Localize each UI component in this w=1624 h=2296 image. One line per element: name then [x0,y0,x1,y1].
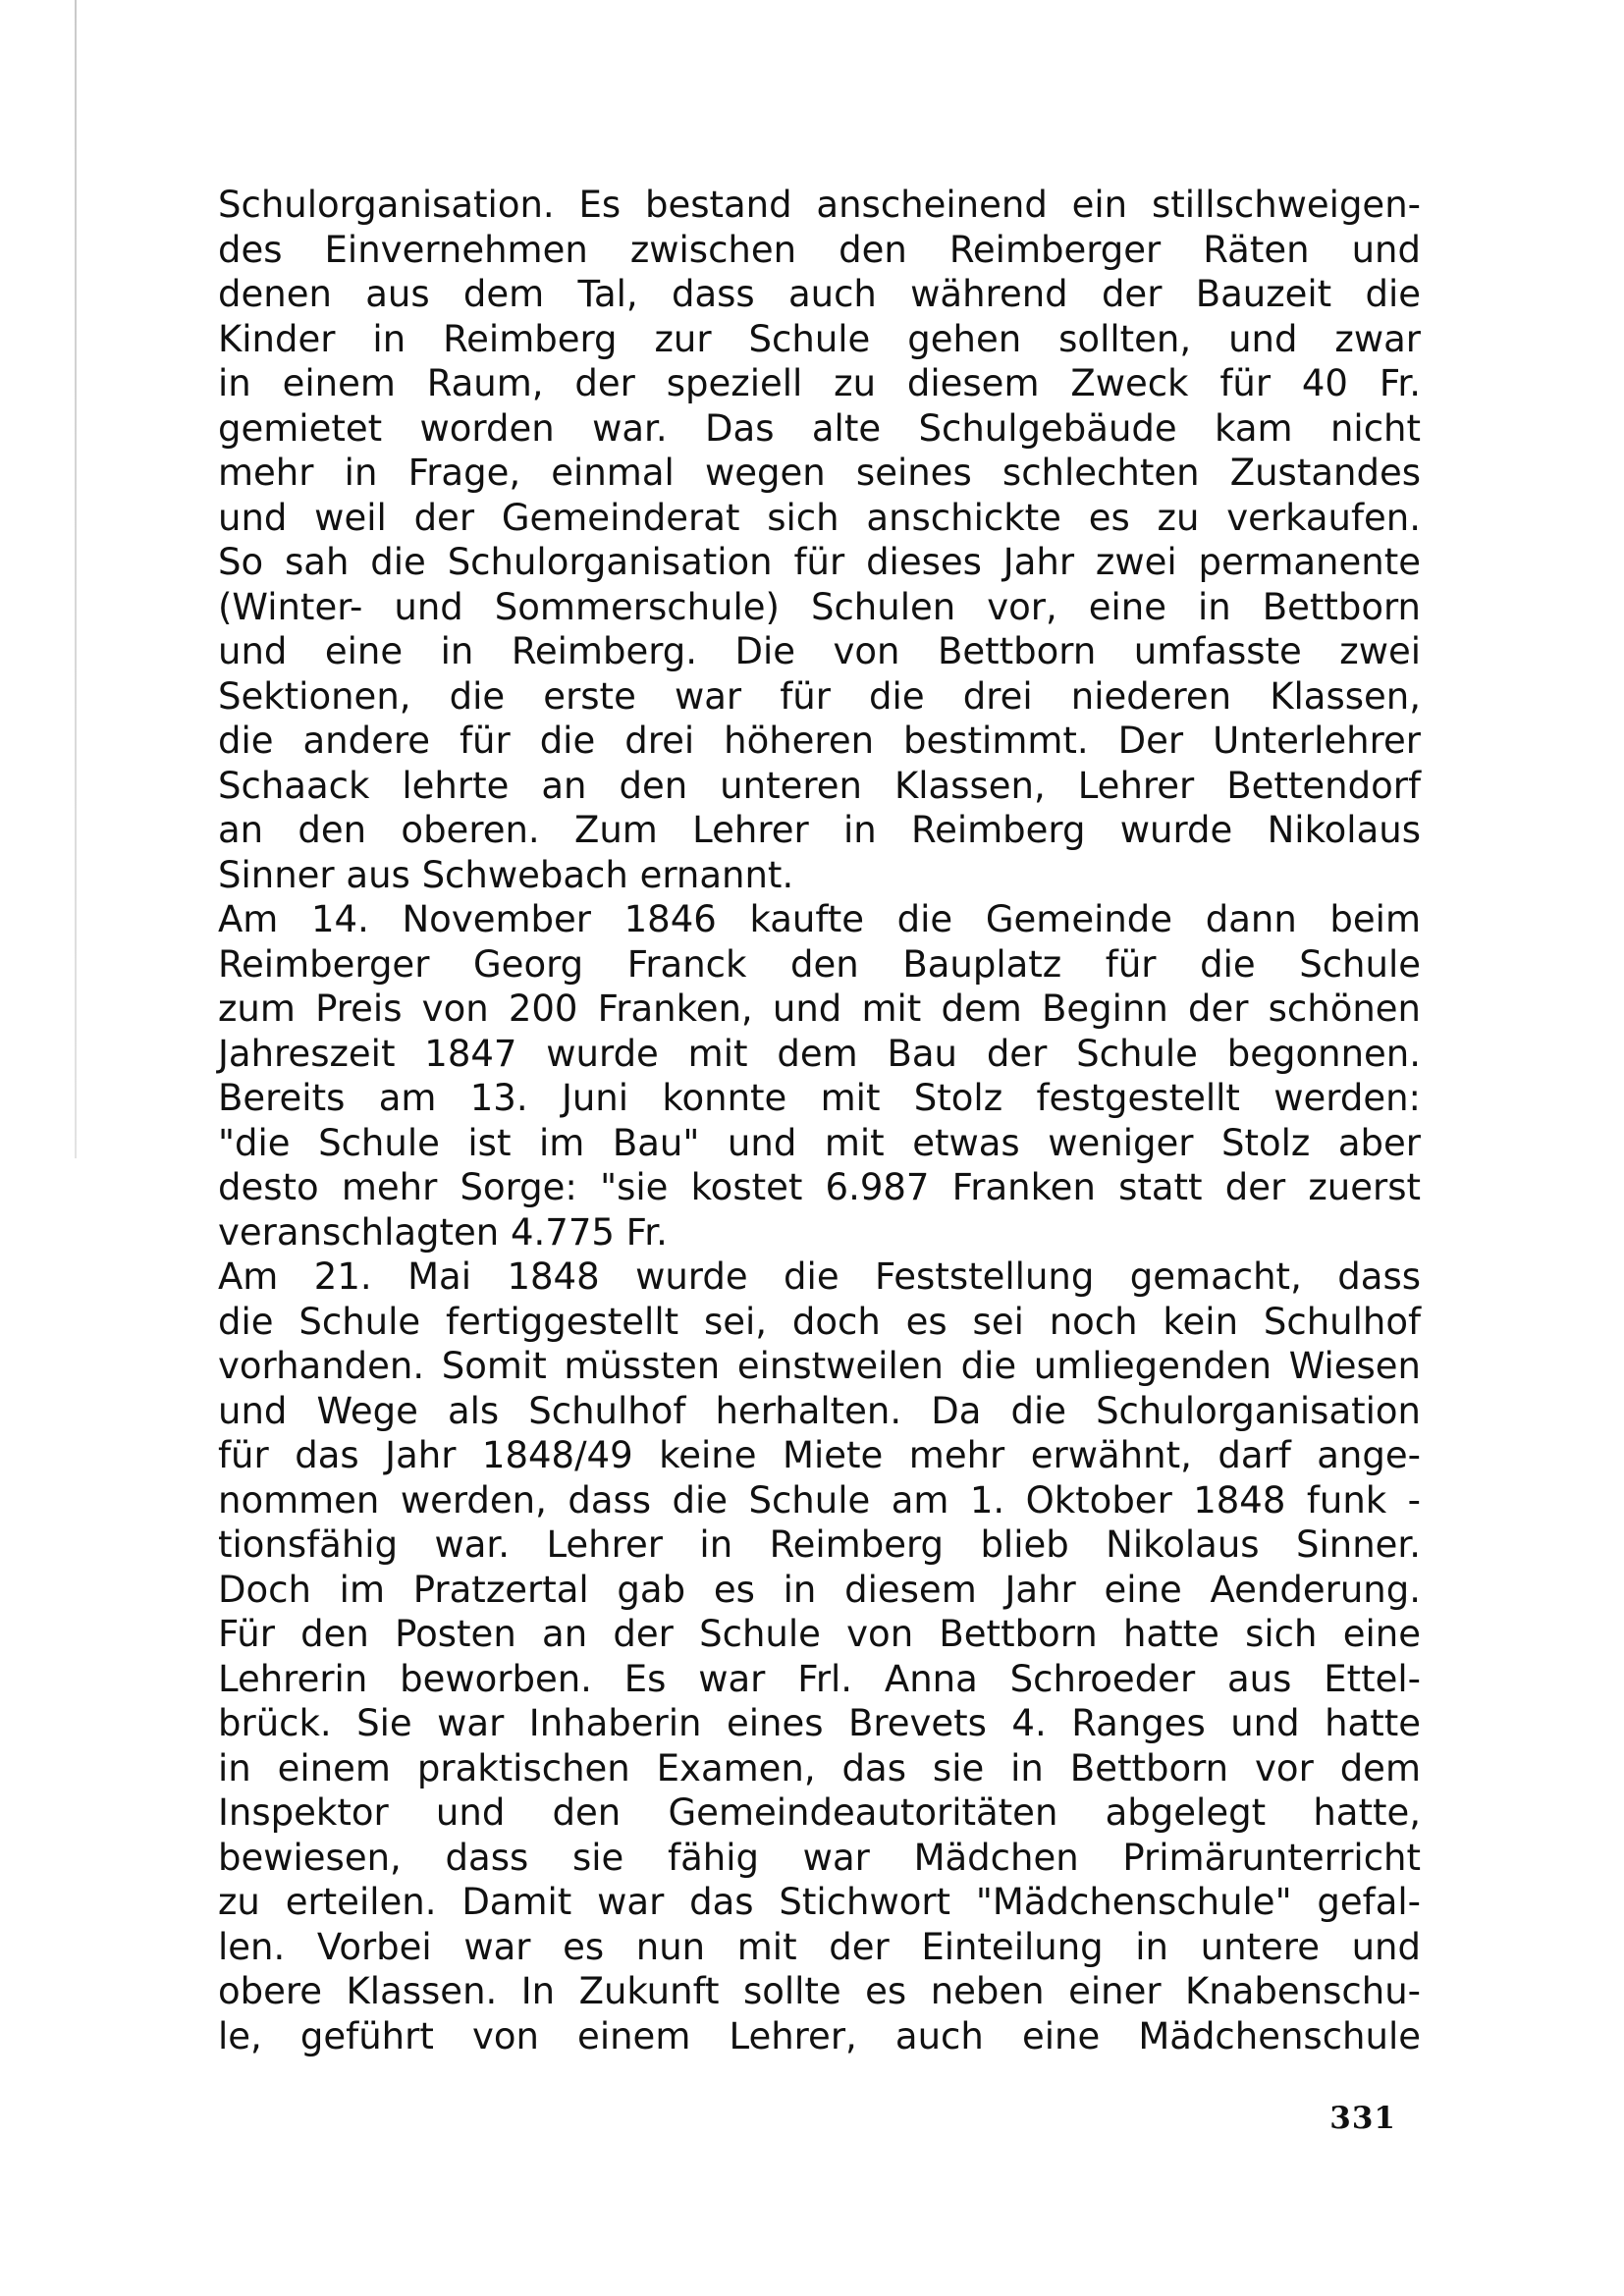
text-line: Sektionen, die erste war für die drei niederen Klassen, [218,674,1421,718]
text-line: tionsfähig war. Lehrer in Reimberg blieb Nikolaus Sinner. [218,1523,1421,1566]
text-line: "die Schule ist im Bau" und mit etwas weniger Stolz aber [218,1121,1421,1164]
text-line: und eine in Reimberg. Die von Bettborn umfasste zwei [218,630,1421,672]
text-line: mehr in Frage, einmal wegen seines schlechten Zustandes [218,452,1421,494]
text-line: zu erteilen. Damit war das Stichwort "Mädchenschule" gefal- [218,1881,1421,1923]
text-line: an den oberen. Zum Lehrer in Reimberg wurde Nikolaus [218,809,1421,851]
text-line: zum Preis von 200 Franken, und mit dem Beginn der schönen [218,988,1421,1030]
text-line: denen aus dem Tal, dass auch während der Bauzeit die [218,273,1421,315]
text-line: Jahreszeit 1847 wurde mit dem Bau der Schule begonnen. [218,1032,1421,1075]
text-line: Bereits am 13. Juni konnte mit Stolz festgestellt werden: [218,1077,1421,1119]
text-line: veranschlagten 4.775 Fr. [218,1210,668,1254]
text-line: Inspektor und den Gemeindeautoritäten abgelegt hatte, [218,1791,1421,1834]
text-line: gemietet worden war. Das alte Schulgebäude kam nicht [218,406,1421,450]
body-text [218,183,1421,2058]
text-line: obere Klassen. In Zukunft sollte es neben einer Knabenschu- [218,1970,1421,2012]
text-line: So sah die Schulorganisation für dieses Jahr zwei permanente [218,541,1421,583]
text-line: Reimberger Georg Franck den Bauplatz für die Schule [218,942,1421,986]
text-line: des Einvernehmen zwischen den Reimberger Räten und [218,228,1421,271]
text-line: nommen werden, dass die Schule am 1. Oktober 1848 funk - [218,1478,1421,1522]
text-line: (Winter- und Sommerschule) Schulen vor, eine in Bettborn [218,585,1421,628]
page-number: 331 [1329,2101,1396,2136]
text-line: desto mehr Sorge: "sie kostet 6.987 Franken statt der zuerst [218,1166,1421,1208]
text-line: in einem praktischen Examen, das sie in Bettborn vor dem [218,1746,1421,1789]
text-line: Schaack lehrte an den unteren Klassen, Lehrer Bettendorf [218,764,1421,807]
text-line: die andere für die drei höheren bestimmt. Der Unterlehrer [218,720,1421,762]
text-line: die Schule fertiggestellt sei, doch es sei noch kein Schulhof [218,1300,1421,1343]
text-line: Doch im Pratzertal gab es in diesem Jahr eine Aenderung. [218,1568,1421,1611]
text-line: Sinner aus Schwebach ernannt. [218,853,794,896]
text-line: Kinder in Reimberg zur Schule gehen sollten, und zwar [218,317,1421,360]
text-line: Schulorganisation. Es bestand anscheinend ein stillschweigen- [218,184,1421,226]
text-line: len. Vorbei war es nun mit der Einteilung in untere und [218,1925,1421,1968]
text-line: für das Jahr 1848/49 keine Miete mehr erwähnt, darf ange- [218,1434,1421,1476]
text-line: vorhanden. Somit müssten einstweilen die umliegenden Wiesen [218,1345,1421,1387]
text-line: brück. Sie war Inhaberin eines Brevets 4. Ranges und hatte [218,1702,1421,1744]
text-line: Am 14. November 1846 kaufte die Gemeinde dann beim [218,898,1421,940]
text-line: und Wege als Schulhof herhalten. Da die Schulorganisation [218,1389,1421,1432]
text-line: Für den Posten an der Schule von Bettborn hatte sich eine [218,1613,1421,1655]
text-line: le, geführt von einem Lehrer, auch eine Mädchenschule [218,2014,1421,2057]
text-line: Lehrerin beworben. Es war Frl. Anna Schroeder aus Ettel- [218,1657,1421,1700]
text-line: und weil der Gemeinderat sich anschickte es zu verkaufen. [218,496,1421,539]
text-line: in einem Raum, der speziell zu diesem Zweck für 40 Fr. [218,362,1421,404]
text-line: bewiesen, dass sie fähig war Mädchen Primärunterricht [218,1836,1421,1879]
page-edge-shadow [75,0,77,1158]
text-line: Am 21. Mai 1848 wurde die Feststellung gemacht, dass [218,1255,1421,1298]
